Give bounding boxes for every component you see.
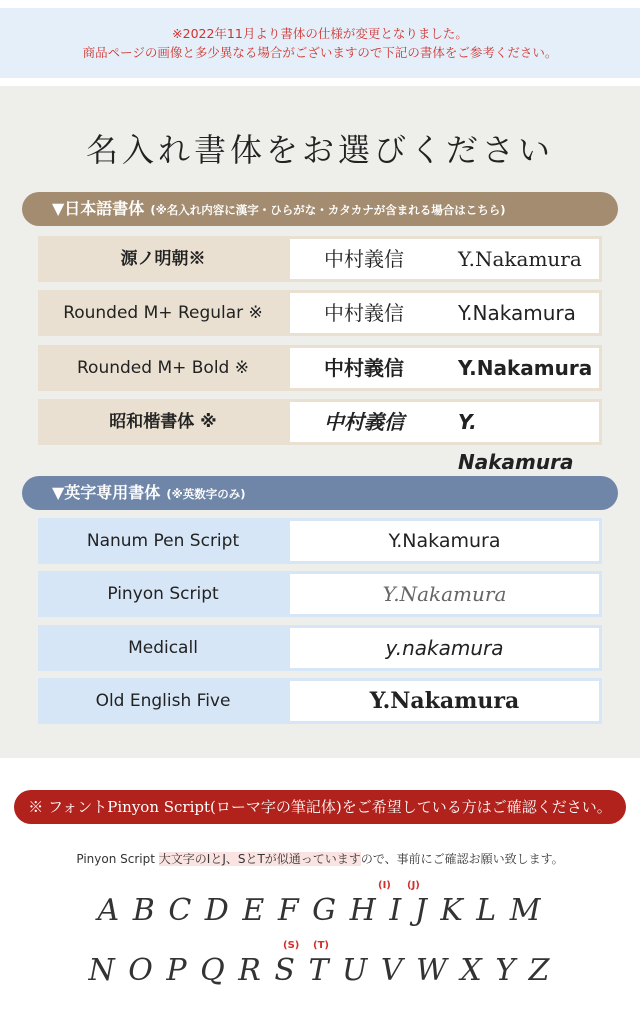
sample-japanese: 中村義信 — [324, 356, 404, 380]
pinyon-note-prefix: Pinyon Script — [76, 852, 155, 866]
japanese-fonts-header — [22, 192, 618, 226]
mark-j: (J) — [407, 880, 420, 891]
font-sample: Y.Nakamura — [290, 574, 599, 614]
font-row-pinyon-script[interactable] — [38, 571, 602, 617]
font-name: Pinyon Script — [107, 584, 219, 604]
font-sample — [290, 348, 599, 388]
font-name: Nanum Pen Script — [86, 531, 240, 551]
font-sample: Y.Nakamura — [290, 521, 599, 561]
sample-roman: Y.Nakamura — [458, 247, 582, 271]
notice-banner — [0, 8, 640, 78]
font-name: Medicall — [128, 638, 198, 658]
font-row-old-english-five[interactable] — [38, 678, 602, 724]
alphabet-row-1: A B C D E F G H I J K L M — [97, 893, 543, 928]
pinyon-warning-banner: ※ フォントPinyon Script(ローマ字の筆記体)をご希望している方はご確認ください。 — [14, 790, 626, 824]
mark-t: (T) — [313, 940, 329, 951]
sample-roman: Y.Nakamura — [458, 301, 576, 325]
font-row-nanum-pen-script[interactable] — [38, 518, 602, 564]
font-name: Rounded M+ Bold ※ — [77, 358, 249, 378]
font-row-rounded-regular[interactable] — [38, 290, 602, 336]
font-sample: Y.Nakamura — [290, 681, 599, 721]
font-name: 源ノ明朝※ — [120, 249, 206, 269]
font-sample: y.nakamura — [290, 628, 599, 668]
font-sample — [290, 402, 599, 474]
sample-japanese: 中村義信 — [324, 410, 404, 434]
notice-line-1: ※2022年11月より書体の仕様が変更となりました。 — [172, 26, 468, 41]
sample-roman: Y. Nakamura — [458, 410, 574, 474]
sample-roman: Y.Nakamura — [458, 356, 593, 380]
font-row-showa-kaisho[interactable] — [38, 399, 602, 474]
japanese-fonts-header-note: (※名入れ内容に漢字・ひらがな・カタカナが含まれる場合はこちら) — [150, 203, 506, 217]
notice-line-2: 商品ページの画像と多少異なる場合がございますので下記の書体をご参考ください。 — [82, 45, 558, 60]
mark-i: (I) — [378, 880, 391, 891]
english-fonts-header — [22, 476, 618, 510]
font-row-rounded-bold[interactable] — [38, 345, 602, 391]
alphabet-row-2: N O P Q R S T U V W X Y Z — [88, 953, 552, 988]
pinyon-note-highlight: 大文字のIとJ、SとTが似通っています — [158, 852, 361, 866]
font-name: 昭和楷書体 ※ — [109, 412, 217, 432]
pinyon-note-suffix: ので、事前にご確認お願い致します。 — [360, 852, 564, 866]
font-sample — [290, 239, 599, 279]
japanese-fonts-header-label: ▼日本語書体 — [52, 199, 145, 218]
mark-s: (S) — [283, 940, 300, 951]
font-name: Old English Five — [95, 691, 231, 711]
font-sample — [290, 293, 599, 333]
font-name: Rounded M+ Regular ※ — [63, 303, 263, 323]
english-fonts-header-note: (※英数字のみ) — [166, 487, 246, 501]
sample-japanese: 中村義信 — [324, 301, 404, 325]
sample-japanese: 中村義信 — [324, 247, 404, 271]
font-row-source-han-mincho[interactable] — [38, 236, 602, 282]
font-row-medicall[interactable] — [38, 625, 602, 671]
english-fonts-header-label: ▼英字専用書体 — [52, 483, 161, 502]
page-title: 名入れ書体をお選びください — [85, 131, 554, 169]
pinyon-note — [0, 850, 640, 867]
